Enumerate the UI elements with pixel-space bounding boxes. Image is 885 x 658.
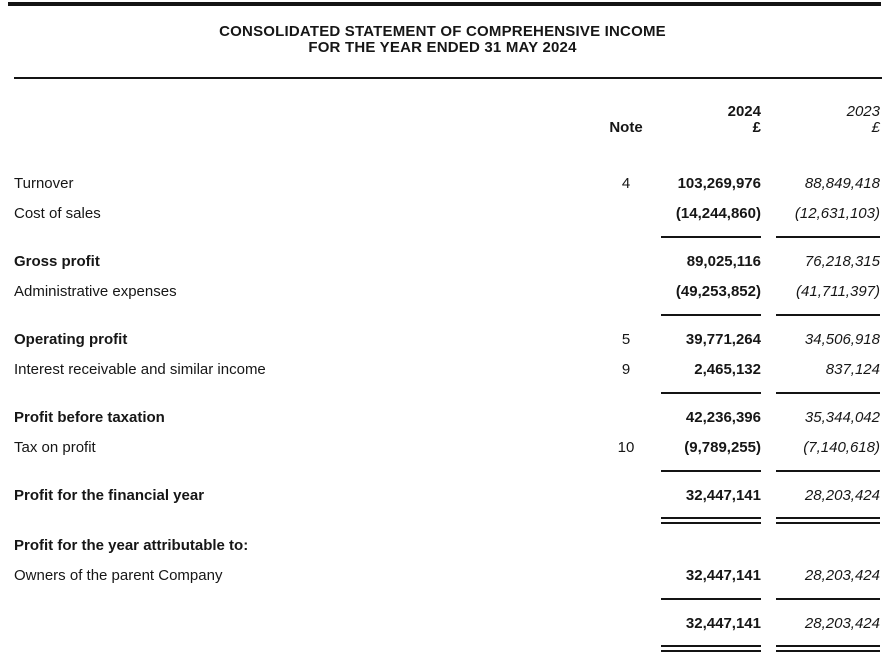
table-row (14, 560, 880, 590)
subtotal-rule-row (14, 590, 880, 608)
row-value-2024 (661, 470, 761, 472)
row-label: Tax on profit (14, 438, 96, 456)
row-value-2023: (41,711,397) (796, 282, 880, 300)
row-value-2024: (49,253,852) (675, 282, 761, 300)
row-value-2023: (7,140,618) (803, 438, 880, 456)
row-value-2023: 28,203,424 (804, 486, 880, 504)
table-rows (14, 168, 880, 658)
column-header-2024 (661, 104, 761, 136)
row-value-2024 (661, 645, 761, 652)
row-value-2023: 88,849,418 (804, 174, 880, 192)
row-value-2023 (776, 236, 880, 238)
currency-2023-label: £ (871, 119, 880, 136)
subtotal-rule-row (14, 462, 880, 480)
row-note: 10 (617, 438, 635, 456)
row-value-2023 (776, 392, 880, 394)
column-header-row (14, 104, 880, 136)
table-row (14, 354, 880, 384)
total-double-rule-row (14, 638, 880, 658)
page-title: CONSOLIDATED STATEMENT OF COMPREHENSIVE INCOME (219, 23, 666, 40)
table-row (14, 480, 880, 510)
table-row (14, 246, 880, 276)
row-note: 5 (621, 330, 631, 348)
column-header-2023 (776, 104, 880, 136)
table-row (14, 432, 880, 462)
subtotal-rule-row (14, 306, 880, 324)
row-label: Administrative expenses (14, 282, 177, 300)
row-value-2024: 32,447,141 (685, 614, 761, 632)
row-value-2023: 28,203,424 (804, 566, 880, 584)
row-note: 9 (621, 360, 631, 378)
row-value-2024: 42,236,396 (685, 408, 761, 426)
table-row (14, 276, 880, 306)
row-value-2024: 103,269,976 (677, 174, 761, 192)
top-border-rule (8, 2, 881, 6)
row-value-2023: 837,124 (825, 360, 880, 378)
row-value-2024: (9,789,255) (684, 438, 761, 456)
row-value-2024: 39,771,264 (685, 330, 761, 348)
subtotal-rule-row (14, 228, 880, 246)
row-value-2024 (661, 392, 761, 394)
row-value-2023: 34,506,918 (804, 330, 880, 348)
row-value-2024: 89,025,116 (686, 252, 761, 270)
row-value-2023: 76,218,315 (804, 252, 880, 270)
row-value-2023 (776, 470, 880, 472)
row-label: Cost of sales (14, 204, 101, 222)
total-double-rule-row (14, 510, 880, 530)
table-row (14, 608, 880, 638)
row-label: Profit for the year attributable to: (14, 536, 249, 554)
table-row (14, 324, 880, 354)
row-label: Profit for the financial year (14, 486, 205, 504)
note-column-header: Note (609, 119, 643, 136)
row-value-2024: (14,244,860) (675, 204, 761, 222)
row-label: Operating profit (14, 330, 128, 348)
income-statement-table (0, 104, 885, 658)
currency-2024-label: £ (752, 119, 761, 136)
row-value-2023: 35,344,042 (804, 408, 880, 426)
row-label: Profit before taxation (14, 408, 165, 426)
table-row (14, 530, 880, 560)
row-label: Owners of the parent Company (14, 566, 223, 584)
row-value-2023 (776, 314, 880, 316)
header-divider-rule (14, 77, 882, 79)
row-value-2023 (776, 517, 880, 524)
row-note: 4 (621, 174, 631, 192)
row-value-2023 (776, 598, 880, 600)
year-2023-label: 2023 (846, 103, 880, 120)
row-label: Gross profit (14, 252, 100, 270)
row-value-2023 (776, 645, 880, 652)
table-row (14, 168, 880, 198)
row-value-2024 (661, 236, 761, 238)
row-label: Interest receivable and similar income (14, 360, 266, 378)
row-value-2023: 28,203,424 (804, 614, 880, 632)
row-value-2024: 2,465,132 (694, 360, 761, 378)
row-value-2024 (661, 517, 761, 524)
table-row (14, 198, 880, 228)
year-2024-label: 2024 (727, 103, 761, 120)
row-label: Turnover (14, 174, 74, 192)
row-value-2024: 32,447,141 (685, 486, 761, 504)
subtotal-rule-row (14, 384, 880, 402)
row-value-2024 (661, 314, 761, 316)
page-subtitle: FOR THE YEAR ENDED 31 MAY 2024 (308, 39, 577, 56)
row-value-2023: (12,631,103) (794, 204, 880, 222)
table-row (14, 402, 880, 432)
row-value-2024: 32,447,141 (685, 566, 761, 584)
row-value-2024 (661, 598, 761, 600)
page-title-block (0, 0, 885, 56)
